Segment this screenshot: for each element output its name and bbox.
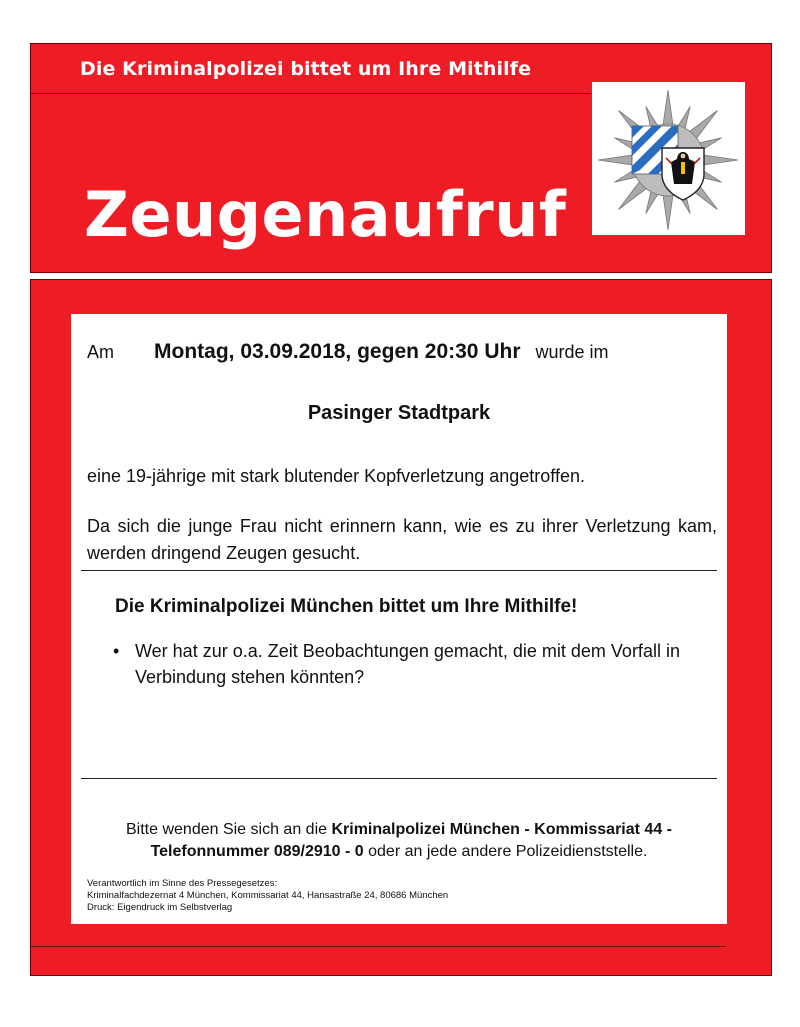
question-text: Wer hat zur o.a. Zeit Beobachtungen gemacht, die mit dem Vorfall in Verbindung stehen könnten?: [135, 641, 680, 687]
contact-info: [71, 819, 727, 863]
police-badge: [592, 82, 745, 235]
bavarian-police-star-badge-icon: [592, 82, 745, 235]
imprint-print: Druck: Eigendruck im Selbstverlag: [87, 902, 233, 913]
bullet-icon: •: [113, 641, 120, 661]
appeal-heading: Die Kriminalpolizei München bittet um Ihre Mithilfe!: [115, 596, 578, 617]
header-banner: [30, 43, 772, 273]
imprint-responsible: Verantwortlich im Sinne des Pressegesetzes:: [87, 878, 278, 889]
imprint-address: Kriminalfachdezernat 4 München, Kommissariat 44, Hansastraße 24, 80686 München: [87, 890, 449, 901]
intro-prefix: Am: [87, 342, 114, 362]
header-divider: [31, 93, 591, 94]
divider: [81, 778, 717, 779]
incident-description: eine 19-jährige mit stark blutender Kopfverletzung angetroffen.: [87, 466, 585, 486]
imprint: [87, 878, 448, 914]
contact-suffix: oder an jede andere Polizeidienststelle.: [363, 843, 648, 860]
header-subtitle: Die Kriminalpolizei bittet um Ihre Mithilfe: [80, 58, 532, 80]
question-list: [113, 638, 693, 690]
contact-unit: Kriminalpolizei München - Kommissariat 44 -: [331, 821, 672, 838]
divider: [81, 570, 717, 571]
contact-prefix: Bitte wenden Sie sich an die: [126, 821, 332, 838]
incident-date-line: [87, 340, 609, 364]
notice-frame: [30, 279, 772, 976]
incident-location: Pasinger Stadtpark: [307, 402, 491, 424]
page-title: Zeugenaufruf: [84, 178, 567, 251]
witness-request-text: Da sich die junge Frau nicht erinnern kann, wie es zu ihrer Verletzung kam, werden dringend Zeugen gesucht.: [87, 516, 717, 563]
incident-date-time: Montag, 03.09.2018, gegen 20:30 Uhr: [154, 340, 521, 363]
intro-suffix: wurde im: [535, 342, 609, 362]
list-item: [113, 638, 693, 690]
notice-panel: [71, 314, 727, 924]
footer-divider: [31, 946, 726, 947]
contact-phone: Telefonnummer 089/2910 - 0: [150, 843, 364, 860]
